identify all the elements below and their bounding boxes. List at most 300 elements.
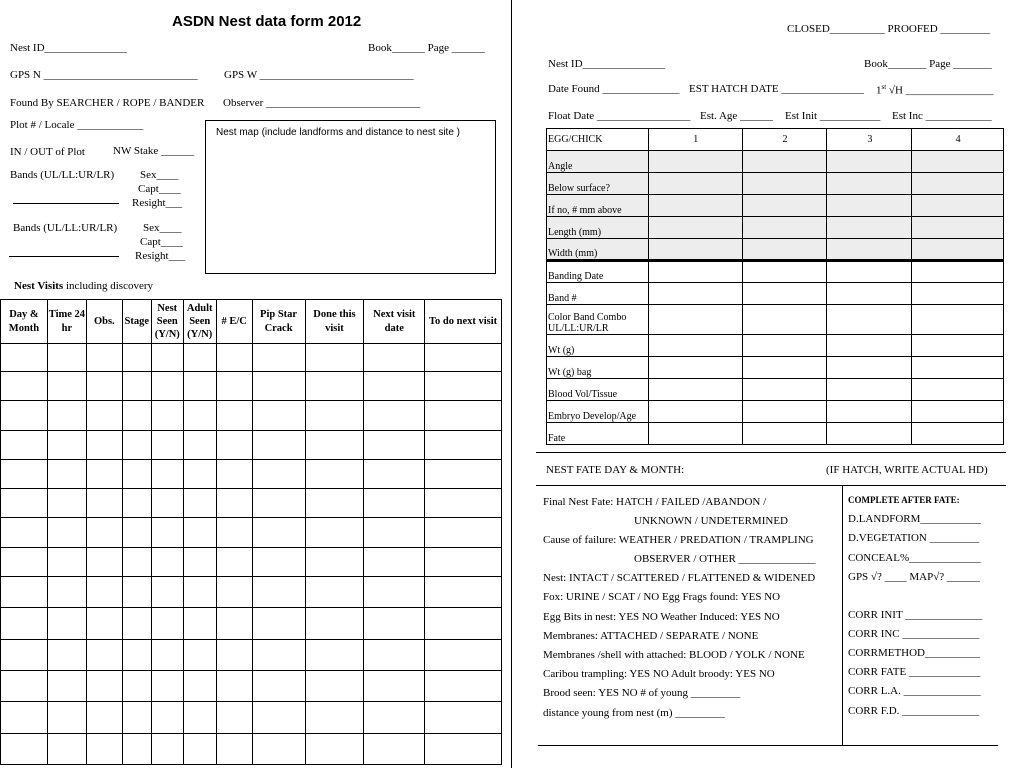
visit-cell[interactable]	[183, 670, 216, 701]
egg-cell[interactable]	[742, 151, 827, 173]
egg-row-label: Width (mm)	[547, 239, 649, 261]
egg-col-4: 4	[912, 129, 1004, 151]
visit-cell[interactable]	[183, 518, 216, 547]
egg-row-label: Color Band Combo UL/LL:UR/LR	[547, 305, 649, 335]
egg-cell[interactable]	[648, 401, 742, 423]
visit-cell[interactable]	[364, 733, 425, 764]
visit-cell[interactable]	[216, 639, 252, 670]
visit-cell[interactable]	[305, 702, 364, 733]
table-row	[547, 217, 1004, 239]
egg-row-label: Band #	[547, 283, 649, 305]
egg-row-label: Fate	[547, 423, 649, 445]
egg-bits-line: Egg Bits in nest: YES NO Weather Induced: YES NO	[543, 611, 780, 623]
visit-cell[interactable]	[364, 372, 425, 401]
visit-cell[interactable]	[216, 459, 252, 488]
visit-cell[interactable]	[86, 576, 122, 607]
visit-cell[interactable]	[1, 639, 48, 670]
visit-cell[interactable]	[47, 459, 86, 488]
visit-cell[interactable]	[183, 639, 216, 670]
egg-cell[interactable]	[742, 239, 827, 261]
visit-cell[interactable]	[86, 547, 122, 576]
visit-cell[interactable]	[305, 639, 364, 670]
visit-cell[interactable]	[151, 372, 183, 401]
visit-cell[interactable]	[216, 670, 252, 701]
visit-cell[interactable]	[1, 344, 48, 372]
bands-1-line	[13, 203, 119, 204]
visit-cell[interactable]	[252, 576, 305, 607]
egg-cell[interactable]	[912, 217, 1004, 239]
egg-cell[interactable]	[648, 239, 742, 261]
visit-cell[interactable]	[305, 518, 364, 547]
egg-cell[interactable]	[742, 379, 827, 401]
caribou-line: Caribou trampling: YES NO Adult broody: YES NO	[543, 668, 775, 680]
visit-cell[interactable]	[151, 608, 183, 639]
egg-chick-body	[547, 129, 1004, 445]
egg-cell[interactable]	[912, 261, 1004, 283]
visit-cell[interactable]	[364, 639, 425, 670]
visit-cell[interactable]	[252, 702, 305, 733]
nest-map-box	[205, 120, 496, 274]
visit-cell[interactable]	[425, 459, 502, 488]
closed-proofed-field: CLOSED__________ PROOFED _________	[787, 23, 990, 35]
visit-cell[interactable]	[216, 489, 252, 518]
table-row	[547, 283, 1004, 305]
visit-cell[interactable]	[425, 547, 502, 576]
visit-cell[interactable]	[183, 401, 216, 430]
visit-cell[interactable]	[1, 608, 48, 639]
visit-cell[interactable]	[305, 459, 364, 488]
visit-cell[interactable]	[151, 576, 183, 607]
visit-cell[interactable]	[47, 547, 86, 576]
egg-cell[interactable]	[648, 335, 742, 357]
visit-cell[interactable]	[151, 518, 183, 547]
visit-cell[interactable]	[305, 670, 364, 701]
visit-cell[interactable]	[364, 430, 425, 459]
egg-cell[interactable]	[912, 305, 1004, 335]
visit-cell[interactable]	[86, 639, 122, 670]
visit-cell[interactable]	[252, 547, 305, 576]
egg-cell[interactable]	[827, 357, 912, 379]
table-row	[547, 335, 1004, 357]
visit-cell[interactable]	[252, 430, 305, 459]
egg-row-label: Length (mm)	[547, 217, 649, 239]
table-row	[1, 608, 502, 639]
nest-visits-body	[1, 344, 502, 765]
visit-cell[interactable]	[183, 430, 216, 459]
visit-cell[interactable]	[47, 733, 86, 764]
est-age-field: Est. Age ______	[700, 110, 774, 122]
table-row	[1, 576, 502, 607]
header-adult-seen: Adult Seen (Y/N)	[183, 300, 216, 344]
visit-cell[interactable]	[122, 401, 151, 430]
visit-cell[interactable]	[86, 702, 122, 733]
egg-cell[interactable]	[742, 217, 827, 239]
distance-line: distance young from nest (m) _________	[543, 707, 725, 719]
observer-field: Observer ____________________________	[223, 97, 421, 109]
visit-cell[interactable]	[122, 670, 151, 701]
egg-cell[interactable]	[912, 283, 1004, 305]
egg-cell[interactable]	[742, 335, 827, 357]
table-row	[547, 239, 1004, 261]
visit-cell[interactable]	[47, 430, 86, 459]
table-row	[1, 489, 502, 518]
visit-cell[interactable]	[1, 430, 48, 459]
bands-1-sex: Sex____	[140, 169, 179, 181]
visit-cell[interactable]	[305, 547, 364, 576]
visit-cell[interactable]	[183, 547, 216, 576]
header-done-this-visit: Done this visit	[305, 300, 364, 344]
table-row	[547, 379, 1004, 401]
visit-cell[interactable]	[122, 489, 151, 518]
visit-cell[interactable]	[252, 733, 305, 764]
visit-cell[interactable]	[1, 372, 48, 401]
egg-cell[interactable]	[648, 423, 742, 445]
egg-cell[interactable]	[648, 217, 742, 239]
visit-cell[interactable]	[305, 344, 364, 372]
visit-cell[interactable]	[305, 489, 364, 518]
visit-cell[interactable]	[305, 608, 364, 639]
visit-cell[interactable]	[252, 372, 305, 401]
egg-cell[interactable]	[827, 151, 912, 173]
visit-cell[interactable]	[1, 733, 48, 764]
egg-cell[interactable]	[827, 173, 912, 195]
visit-cell[interactable]	[216, 733, 252, 764]
visit-cell[interactable]	[252, 459, 305, 488]
visit-cell[interactable]	[305, 401, 364, 430]
visit-cell[interactable]	[183, 608, 216, 639]
egg-cell[interactable]	[827, 195, 912, 217]
visit-cell[interactable]	[122, 430, 151, 459]
membranes-shell-line: Membranes /shell with attached: BLOOD / YOLK / NONE	[543, 649, 805, 661]
visit-cell[interactable]	[151, 459, 183, 488]
final-nest-fate-line-2: UNKNOWN / UNDETERMINED	[634, 515, 788, 527]
egg-cell[interactable]	[827, 335, 912, 357]
corr-fd-field: CORR F.D. ______________	[848, 705, 980, 717]
visit-cell[interactable]	[364, 576, 425, 607]
egg-cell[interactable]	[912, 335, 1004, 357]
nest-fate-top-line	[536, 452, 1006, 453]
visit-cell[interactable]	[216, 430, 252, 459]
visit-cell[interactable]	[364, 489, 425, 518]
visit-cell[interactable]	[151, 702, 183, 733]
egg-cell[interactable]	[912, 239, 1004, 261]
visit-cell[interactable]	[183, 733, 216, 764]
visit-cell[interactable]	[47, 401, 86, 430]
egg-row-label: Wt (g) bag	[547, 357, 649, 379]
visit-cell[interactable]	[47, 608, 86, 639]
visit-cell[interactable]	[86, 459, 122, 488]
visit-cell[interactable]	[86, 733, 122, 764]
corr-inc-field: CORR INC ______________	[848, 628, 980, 640]
table-row	[1, 547, 502, 576]
visit-cell[interactable]	[425, 702, 502, 733]
visit-cell[interactable]	[86, 401, 122, 430]
visit-cell[interactable]	[47, 372, 86, 401]
egg-cell[interactable]	[648, 305, 742, 335]
d-landform-field: D.LANDFORM___________	[848, 513, 981, 525]
egg-cell[interactable]	[912, 379, 1004, 401]
visit-cell[interactable]	[86, 430, 122, 459]
visit-cell[interactable]	[305, 576, 364, 607]
header-nest-seen: Nest Seen (Y/N)	[151, 300, 183, 344]
egg-cell[interactable]	[742, 305, 827, 335]
visit-cell[interactable]	[1, 401, 48, 430]
visit-cell[interactable]	[122, 518, 151, 547]
visit-cell[interactable]	[151, 670, 183, 701]
visit-cell[interactable]	[1, 459, 48, 488]
bands-2-capt: Capt____	[140, 236, 183, 248]
fox-line: Fox: URINE / SCAT / NO Egg Frags found: YES NO	[543, 591, 781, 603]
visit-cell[interactable]	[47, 518, 86, 547]
table-row	[547, 305, 1004, 335]
nest-state-line: Nest: INTACT / SCATTERED / FLATTENED & WIDENED	[543, 572, 816, 584]
visit-cell[interactable]	[425, 733, 502, 764]
visit-cell[interactable]	[425, 401, 502, 430]
visit-cell[interactable]	[86, 670, 122, 701]
visit-cell[interactable]	[1, 702, 48, 733]
visit-cell[interactable]	[216, 344, 252, 372]
visit-cell[interactable]	[47, 670, 86, 701]
table-row	[1, 372, 502, 401]
table-row	[547, 423, 1004, 445]
egg-cell[interactable]	[827, 217, 912, 239]
egg-cell[interactable]	[648, 357, 742, 379]
egg-row-label: Embryo Develop/Age	[547, 401, 649, 423]
visit-cell[interactable]	[364, 702, 425, 733]
egg-cell[interactable]	[742, 357, 827, 379]
visit-cell[interactable]	[305, 430, 364, 459]
visit-cell[interactable]	[216, 401, 252, 430]
egg-cell[interactable]	[742, 173, 827, 195]
visit-cell[interactable]	[425, 670, 502, 701]
bands-1-label: Bands (UL/LL:UR/LR)	[10, 169, 115, 181]
egg-cell[interactable]	[912, 401, 1004, 423]
visit-cell[interactable]	[151, 639, 183, 670]
visit-cell[interactable]	[151, 401, 183, 430]
visit-cell[interactable]	[86, 608, 122, 639]
bands-2-sex: Sex____	[143, 222, 182, 234]
egg-cell[interactable]	[742, 195, 827, 217]
visit-cell[interactable]	[122, 344, 151, 372]
first-h-field: 1st √H ________________	[876, 83, 994, 97]
egg-cell[interactable]	[742, 261, 827, 283]
visit-cell[interactable]	[252, 608, 305, 639]
table-row	[1, 518, 502, 547]
egg-cell[interactable]	[648, 283, 742, 305]
table-row	[1, 430, 502, 459]
page-divider	[511, 0, 512, 768]
visit-cell[interactable]	[216, 608, 252, 639]
visit-cell[interactable]	[86, 372, 122, 401]
visit-cell[interactable]	[364, 547, 425, 576]
egg-cell[interactable]	[648, 195, 742, 217]
egg-cell[interactable]	[912, 151, 1004, 173]
cause-of-failure-line-1: Cause of failure: WEATHER / PREDATION / TRAMPLING	[543, 534, 814, 546]
header-ec: # E/C	[216, 300, 252, 344]
visit-cell[interactable]	[151, 344, 183, 372]
egg-cell[interactable]	[648, 379, 742, 401]
book-page-field: Book______ Page ______	[368, 42, 485, 54]
est-hatch-date-field: EST HATCH DATE _______________	[689, 83, 864, 95]
bands-2-resight: Resight___	[135, 250, 186, 262]
visit-cell[interactable]	[122, 547, 151, 576]
visit-cell[interactable]	[47, 489, 86, 518]
visit-cell[interactable]	[425, 518, 502, 547]
visit-cell[interactable]	[364, 518, 425, 547]
header-stage: Stage	[122, 300, 151, 344]
visit-cell[interactable]	[47, 702, 86, 733]
visit-cell[interactable]	[425, 344, 502, 372]
gps-n-field: GPS N ____________________________	[10, 69, 198, 81]
egg-cell[interactable]	[827, 261, 912, 283]
egg-cell[interactable]	[827, 283, 912, 305]
table-row	[1, 344, 502, 372]
visit-cell[interactable]	[183, 702, 216, 733]
table-row	[1, 639, 502, 670]
egg-cell[interactable]	[648, 173, 742, 195]
visit-cell[interactable]	[216, 702, 252, 733]
nest-visits-table	[0, 299, 502, 765]
visit-cell[interactable]	[364, 459, 425, 488]
header-obs: Obs.	[86, 300, 122, 344]
gps-map-field: GPS √? ____ MAP√? ______	[848, 571, 980, 583]
egg-cell[interactable]	[912, 357, 1004, 379]
bands-1-resight: Resight___	[132, 197, 183, 209]
visit-cell[interactable]	[364, 608, 425, 639]
complete-after-fate-heading: COMPLETE AFTER FATE:	[848, 495, 960, 505]
visit-cell[interactable]	[252, 401, 305, 430]
egg-cell[interactable]	[827, 239, 912, 261]
visit-cell[interactable]	[364, 670, 425, 701]
visit-cell[interactable]	[47, 576, 86, 607]
visit-cell[interactable]	[122, 733, 151, 764]
visit-cell[interactable]	[183, 344, 216, 372]
visit-cell[interactable]	[86, 344, 122, 372]
visit-cell[interactable]	[252, 518, 305, 547]
egg-cell[interactable]	[827, 423, 912, 445]
egg-cell[interactable]	[912, 195, 1004, 217]
egg-row-label: If no, # mm above	[547, 195, 649, 217]
egg-cell[interactable]	[912, 423, 1004, 445]
visit-cell[interactable]	[1, 576, 48, 607]
egg-chick-table	[546, 128, 1004, 445]
visit-cell[interactable]	[183, 576, 216, 607]
egg-cell[interactable]	[648, 151, 742, 173]
visit-cell[interactable]	[122, 608, 151, 639]
visit-cell[interactable]	[86, 518, 122, 547]
visit-cell[interactable]	[1, 670, 48, 701]
visit-cell[interactable]	[1, 547, 48, 576]
egg-row-label: Blood Vol/Tissue	[547, 379, 649, 401]
visit-cell[interactable]	[364, 344, 425, 372]
visit-cell[interactable]	[252, 639, 305, 670]
visit-cell[interactable]	[151, 733, 183, 764]
visit-cell[interactable]	[425, 430, 502, 459]
visit-cell[interactable]	[122, 639, 151, 670]
date-found-field: Date Found ______________	[548, 83, 680, 95]
visit-cell[interactable]	[122, 702, 151, 733]
table-row	[547, 357, 1004, 379]
nest-visits-heading: Nest Visits including discovery	[14, 280, 154, 292]
table-row	[547, 261, 1004, 283]
egg-cell[interactable]	[827, 305, 912, 335]
cause-of-failure-line-2: OBSERVER / OTHER ______________	[634, 553, 816, 565]
bands-2-line	[9, 256, 119, 257]
visit-cell[interactable]	[1, 518, 48, 547]
visit-cell[interactable]	[252, 344, 305, 372]
egg-cell[interactable]	[742, 283, 827, 305]
visit-cell[interactable]	[151, 489, 183, 518]
right-nest-id-field: Nest ID_______________	[548, 58, 666, 70]
corr-la-field: CORR L.A. ______________	[848, 685, 981, 697]
visit-cell[interactable]	[305, 372, 364, 401]
egg-col-1: 1	[648, 129, 742, 151]
visit-cell[interactable]	[425, 639, 502, 670]
visit-cell[interactable]	[47, 639, 86, 670]
visit-cell[interactable]	[216, 372, 252, 401]
visit-cell[interactable]	[252, 670, 305, 701]
visit-cell[interactable]	[183, 459, 216, 488]
visit-cell[interactable]	[216, 576, 252, 607]
visit-cell[interactable]	[425, 489, 502, 518]
visit-cell[interactable]	[122, 459, 151, 488]
table-row	[1, 702, 502, 733]
corr-fate-field: CORR FATE _____________	[848, 666, 981, 678]
visit-cell[interactable]	[183, 489, 216, 518]
egg-cell[interactable]	[827, 401, 912, 423]
est-init-field: Est Init ___________	[785, 110, 881, 122]
visit-cell[interactable]	[252, 489, 305, 518]
visit-cell[interactable]	[151, 547, 183, 576]
egg-cell[interactable]	[912, 173, 1004, 195]
visit-cell[interactable]	[1, 489, 48, 518]
header-time: Time 24 hr	[47, 300, 86, 344]
visit-cell[interactable]	[216, 547, 252, 576]
table-row	[547, 173, 1004, 195]
egg-cell[interactable]	[827, 379, 912, 401]
egg-row-label: Wt (g)	[547, 335, 649, 357]
right-book-page-field: Book_______ Page _______	[864, 58, 992, 70]
visit-cell[interactable]	[364, 401, 425, 430]
visit-cell[interactable]	[47, 344, 86, 372]
visit-cell[interactable]	[216, 518, 252, 547]
nest-map-label: Nest map (include landforms and distance to nest site )	[216, 127, 461, 138]
if-hatch-note: (IF HATCH, WRITE ACTUAL HD)	[826, 464, 988, 476]
visit-cell[interactable]	[122, 576, 151, 607]
d-vegetation-field: D.VEGETATION _________	[848, 532, 980, 544]
visit-cell[interactable]	[305, 733, 364, 764]
visit-cell[interactable]	[183, 372, 216, 401]
header-day-month: Day & Month	[1, 300, 48, 344]
visit-cell[interactable]	[425, 372, 502, 401]
egg-cell[interactable]	[648, 261, 742, 283]
header-to-do-next-visit: To do next visit	[425, 300, 502, 344]
egg-cell[interactable]	[742, 401, 827, 423]
gps-w-field: GPS W ____________________________	[224, 69, 414, 81]
visit-cell[interactable]	[425, 608, 502, 639]
visit-cell[interactable]	[122, 372, 151, 401]
nest-id-field: Nest ID_______________	[10, 42, 128, 54]
fate-section-top-line	[536, 485, 1006, 486]
in-out-plot-field: IN / OUT of Plot	[10, 146, 85, 158]
visit-cell[interactable]	[86, 489, 122, 518]
visit-cell[interactable]	[425, 576, 502, 607]
egg-cell[interactable]	[742, 423, 827, 445]
egg-row-label: Banding Date	[547, 261, 649, 283]
float-date-field: Float Date _________________	[548, 110, 691, 122]
table-row	[547, 151, 1004, 173]
visit-cell[interactable]	[151, 430, 183, 459]
